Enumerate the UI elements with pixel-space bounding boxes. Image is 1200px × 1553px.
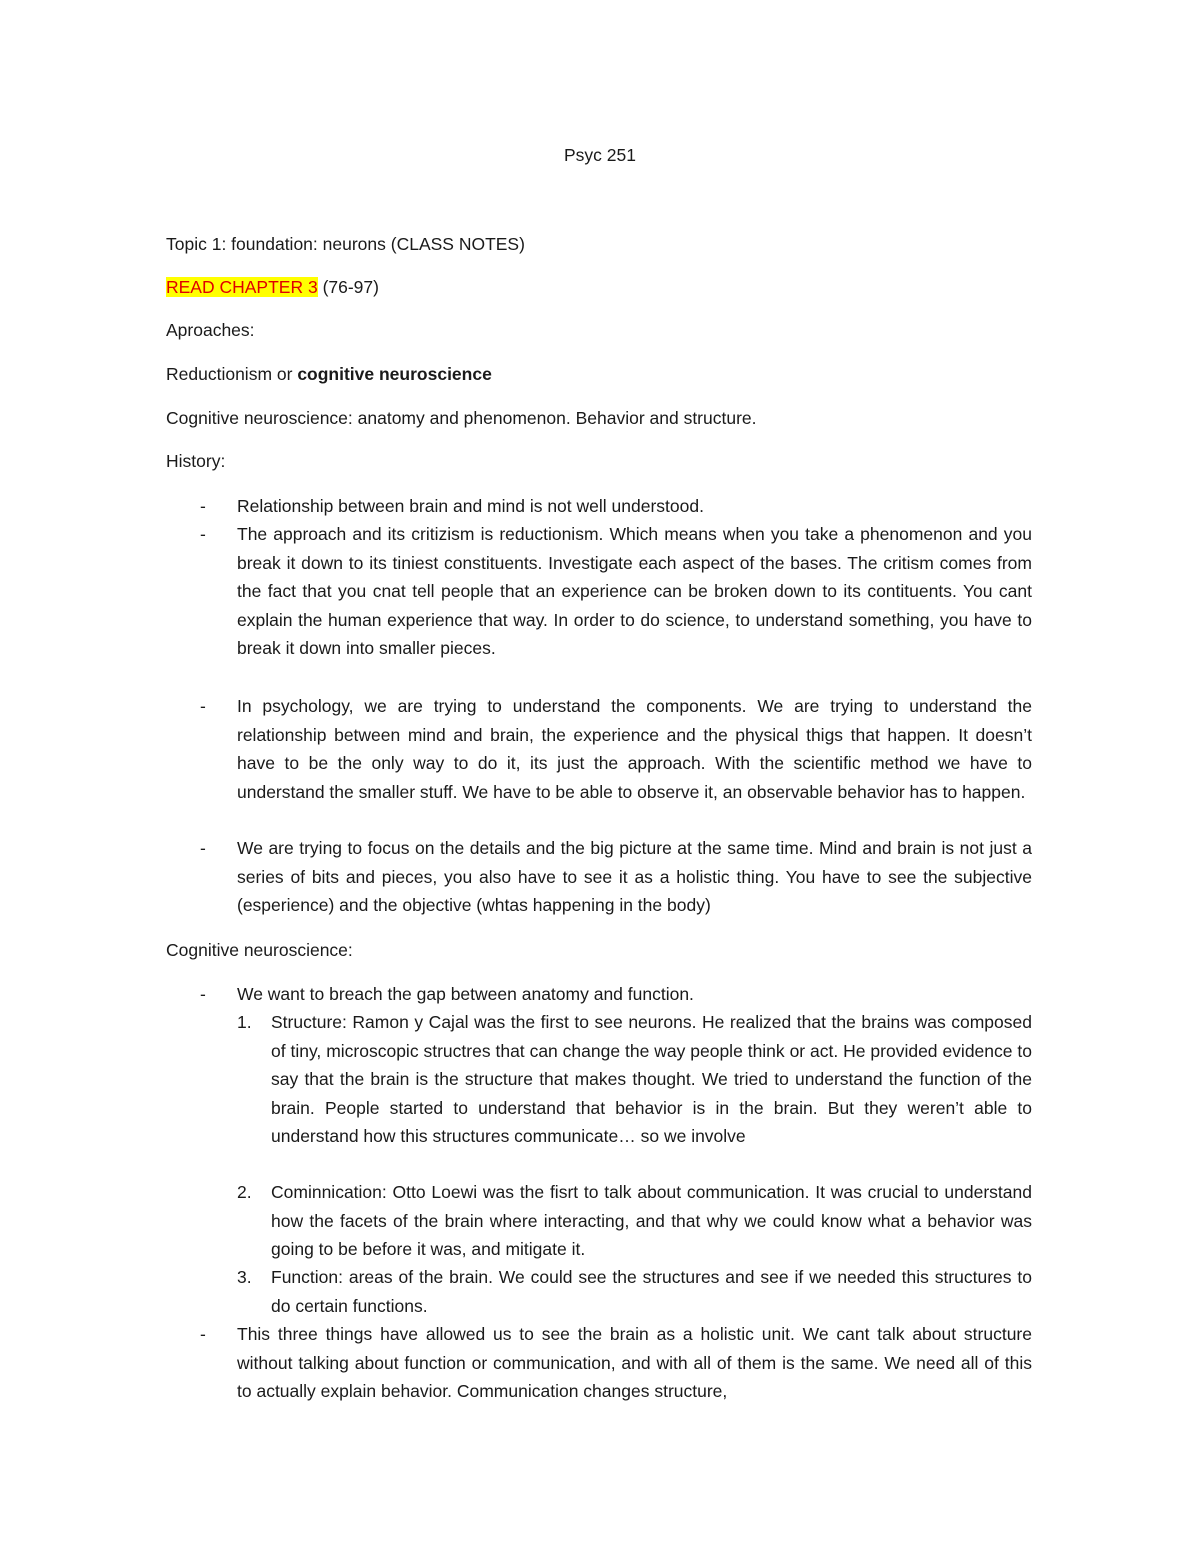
history-item-3: In psychology, we are trying to understand the components. We are trying to understand the relationship between mind and brain, the experience and the physical thigs that happen. It doesn’t have to be the only way to do it, its just the approach. With the scientific method we have to understand the smaller stuff. We have to be able to observe it, an observable behavior has to happen. (237, 696, 1032, 802)
numbered-item-structure: Structure: Ramon y Cajal was the first to see neurons. He realized that the brains was composed of tiny, microscopic structres that can change the way people think or act. He provided evidence to say that the brain is the structure that makes thought. We tried to understand the function of the brain. People started to understand that behavior is in the brain. But they weren’t able to understand how this structures communicate… so we involve (271, 1012, 1032, 1147)
read-chapter-highlight: READ CHAPTER 3 (166, 277, 318, 297)
list-dash: - (200, 1324, 206, 1344)
history-item-1: Relationship between brain and mind is not well understood. (237, 496, 704, 516)
list-number: 2. (237, 1182, 252, 1202)
list-dash: - (200, 696, 206, 716)
topic-heading: Topic 1: foundation: neurons (CLASS NOTES) (166, 234, 525, 254)
history-item-2: The approach and its critizism is reductionism. Which means when you take a phenomenon and you break it down to its tiniest constituents. Investigate each aspect of the bases. The critism comes from the fact that you cnat tell people that an experience can be broken down to its contituents. You cant explain the human experience that way. In order to do science, to understand something, you have to break it down into smaller pieces. (237, 524, 1032, 659)
cogneuro-intro: We want to breach the gap between anatomy and function. (237, 984, 694, 1004)
approaches-label: Aproaches: (166, 320, 255, 340)
reductionism-bold: cognitive neuroscience (297, 364, 492, 384)
final-item: This three things have allowed us to see the brain as a holistic unit. We cant talk about structure without talking about function or communication, and with all of them is the same. We need all of this to actually explain behavior. Communication changes structure, (237, 1324, 1032, 1402)
reductionism-line (166, 362, 492, 386)
list-dash: - (200, 838, 206, 858)
read-chapter-pages: (76-97) (317, 277, 379, 297)
list-number: 1. (237, 1012, 252, 1032)
history-label: History: (166, 451, 226, 471)
history-item-4: We are trying to focus on the details and the big picture at the same time. Mind and brain is not just a series of bits and pieces, you also have to see it as a holistic thing. You have to see the subjective (esperience) and the objective (whtas happening in the body) (237, 838, 1032, 916)
list-dash: - (200, 496, 206, 516)
page-title: Psyc 251 (564, 145, 636, 165)
numbered-item-communication: Cominnication: Otto Loewi was the fisrt to talk about communication. It was crucial to understand how the facets of the brain where interacting, and that why we could know what a behavior was going to be before it was, and mitigate it. (271, 1182, 1032, 1260)
cogneuro-definition: Cognitive neuroscience: anatomy and phenomenon. Behavior and structure. (166, 408, 757, 428)
list-dash: - (200, 524, 206, 544)
reductionism-prefix: Reductionism or (166, 364, 298, 384)
numbered-item-function: Function: areas of the brain. We could see the structures and see if we needed this structures to do certain functions. (271, 1267, 1032, 1316)
list-dash: - (200, 984, 206, 1004)
list-number: 3. (237, 1267, 252, 1287)
cogneuro-label: Cognitive neuroscience: (166, 940, 353, 960)
read-chapter-line (166, 275, 379, 299)
